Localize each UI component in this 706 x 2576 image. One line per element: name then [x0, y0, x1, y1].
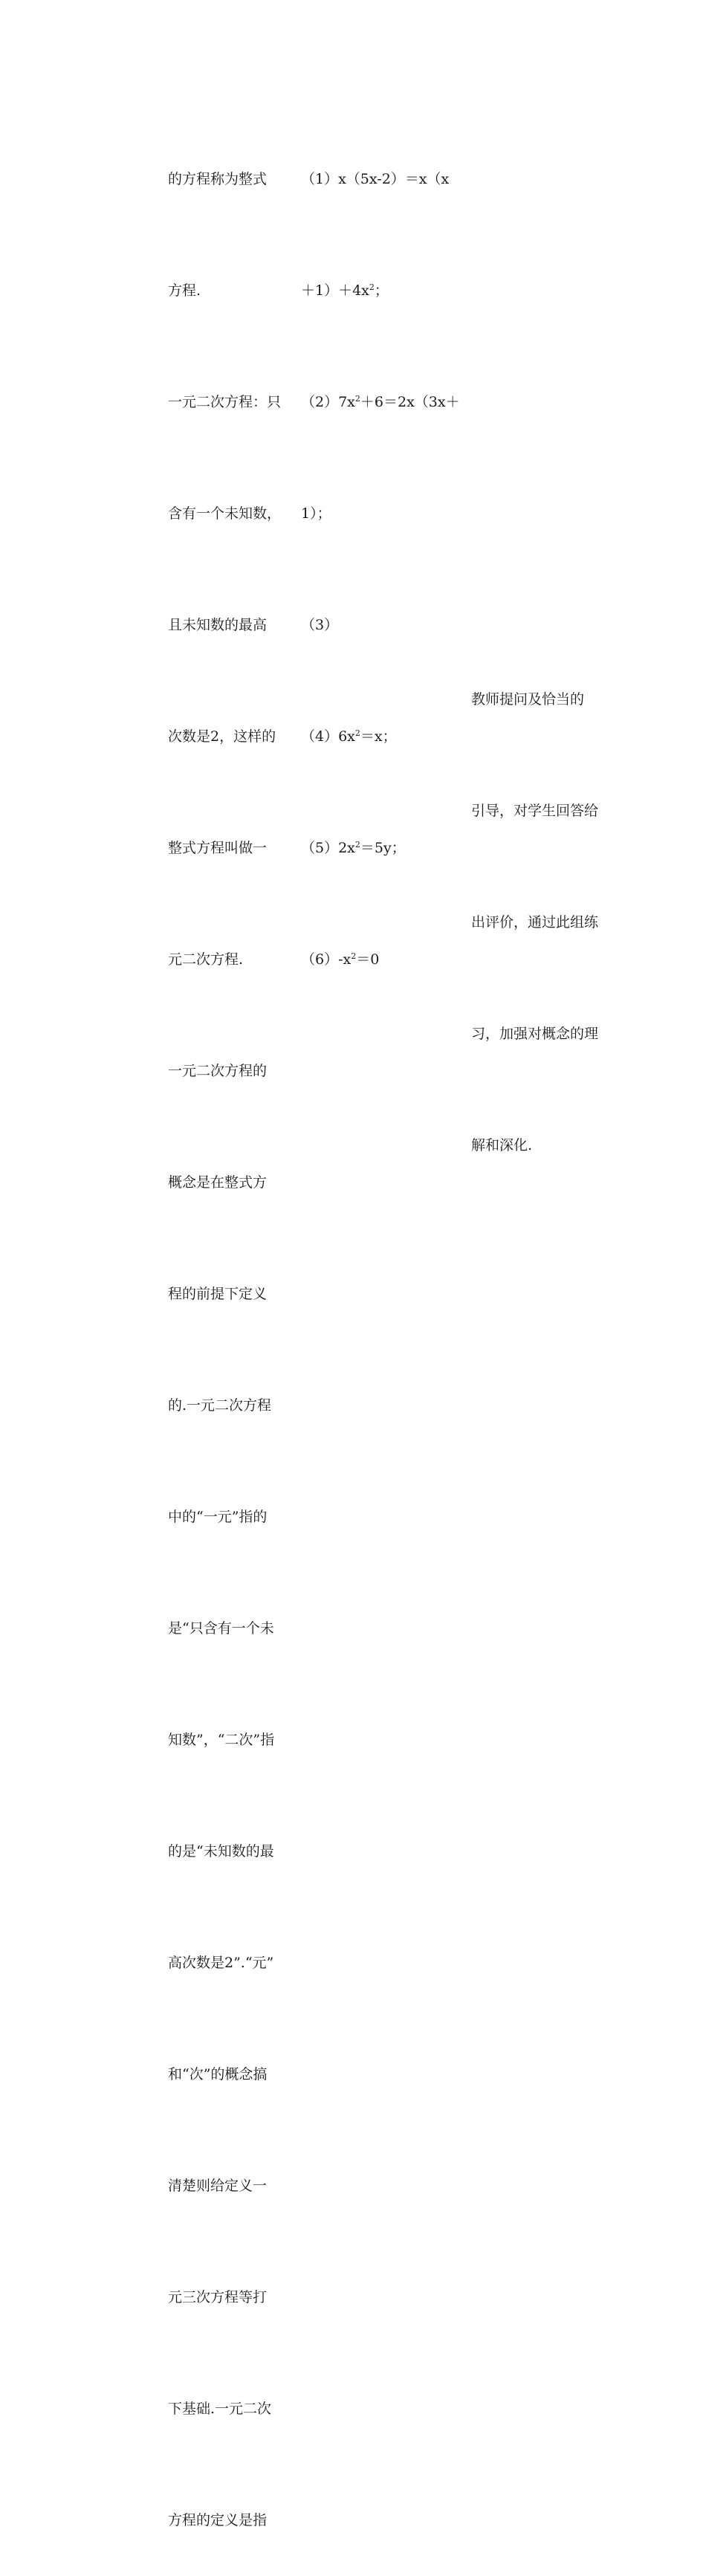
text-line: 程的前提下定义: [168, 1286, 268, 1302]
text-line: 元三次方程等打: [168, 2289, 268, 2305]
exercise-line: $(2)7x^2+6=2x(3x+$: [301, 394, 460, 410]
text-line: 的.一元二次方程: [168, 1397, 272, 1414]
text-line: 知数”，“二次”指: [168, 1732, 275, 1748]
text-line: 且未知数的最高: [168, 617, 268, 633]
exercise-line: $+1)+4x^2$；: [301, 282, 389, 299]
exponent-2: 2: [354, 728, 360, 738]
text-line: 一元二次方程：只: [168, 394, 282, 410]
exponent-2: 2: [351, 951, 357, 961]
exercise-line: 1）；: [301, 505, 331, 522]
exercise-column: [301, 86, 460, 1015]
text-line: 中的“一元”指的: [168, 1509, 268, 1525]
text-line: 的方程称为整式: [168, 171, 268, 187]
text-line: 元二次方程.: [168, 951, 244, 968]
note-line: 习，加强对概念的理: [471, 1026, 599, 1042]
text-line: 和“次”的概念搞: [168, 2066, 268, 2083]
exercise-line: $(5)2x^2=5y$；: [301, 840, 406, 856]
text-line: 下基础.一元二次: [168, 2401, 272, 2417]
exercise-line: $(6)-x^2=0$: [301, 951, 380, 968]
text-line: 整式方程叫做一: [168, 840, 268, 856]
exponent-2: 2: [354, 394, 360, 404]
exercise-line: （1）x（5x-2）＝x（x: [301, 171, 450, 187]
note-line: 出评价，通过此组练: [471, 914, 599, 931]
definition-column: [168, 86, 281, 2576]
text-line: 一元二次方程的: [168, 1063, 268, 1079]
note-line: 引导，对学生回答给: [471, 803, 599, 819]
text-line: 高次数是2”.“元”: [168, 1955, 274, 1971]
text-line: 是“只含有一个未: [168, 1620, 274, 1637]
text-line: 清楚则给定义一: [168, 2178, 268, 2194]
note-line: 解和深化.: [471, 1137, 533, 1153]
exercise-line: $(4)6x^2=x$；: [301, 728, 397, 745]
text-line: 次数是2，这样的: [168, 728, 276, 745]
text-line: 方程.: [168, 282, 201, 299]
text-line: 含有一个未知数，: [168, 505, 282, 522]
exponent-2: 2: [369, 282, 375, 292]
teacher-note-column: [471, 606, 598, 1201]
text-line: 的是“未知数的最: [168, 1843, 274, 1860]
text-line: 方程的定义是指: [168, 2512, 268, 2528]
note-line: 教师提问及恰当的: [471, 691, 585, 708]
exponent-2: 2: [354, 840, 360, 850]
text-line: 概念是在整式方: [168, 1174, 268, 1191]
exercise-line: （3）: [301, 617, 339, 633]
